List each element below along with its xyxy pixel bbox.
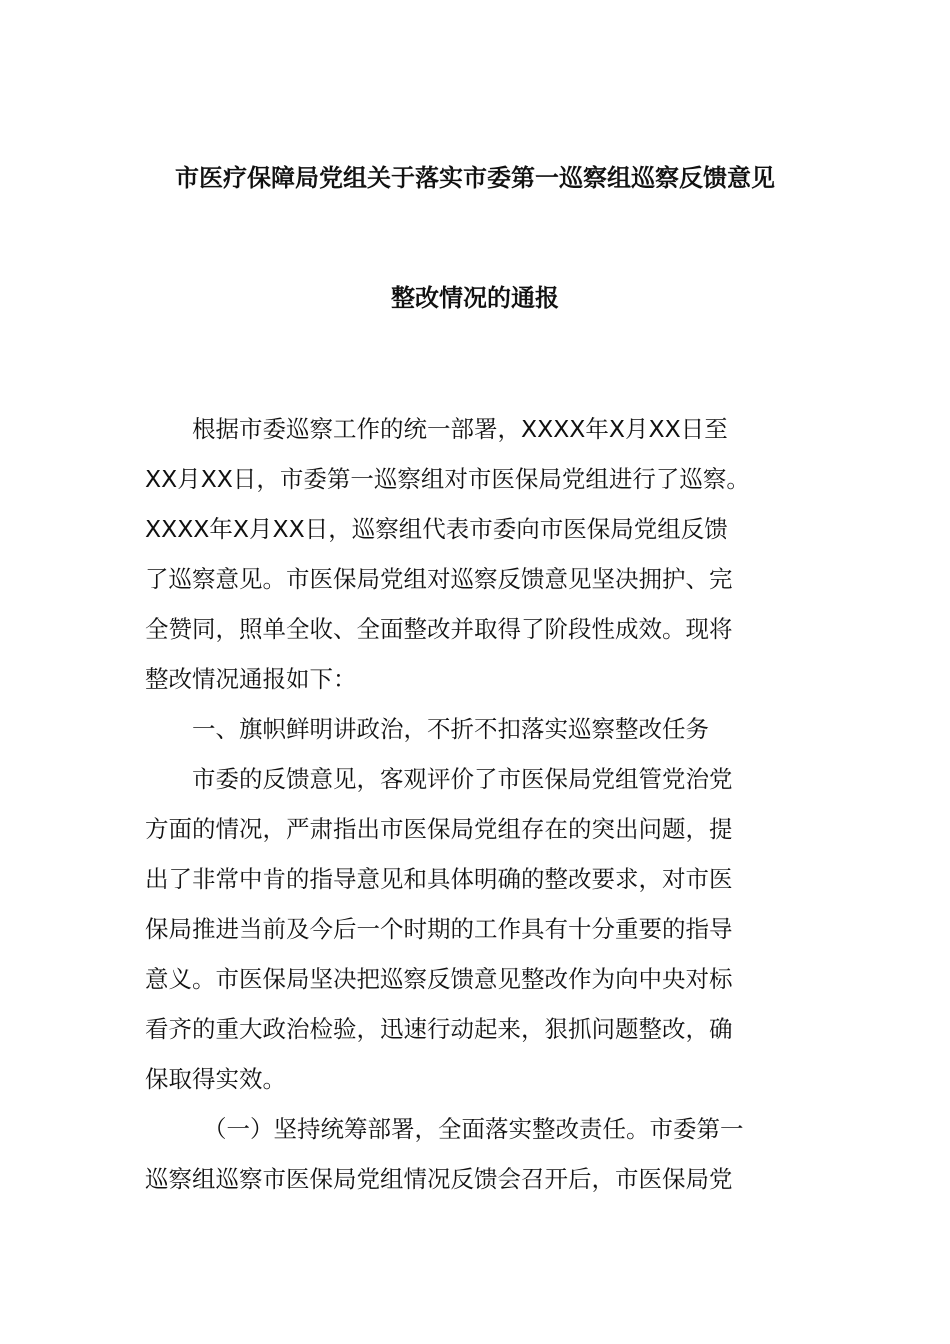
text-line: XXXX年X月XX日，巡察组代表市委向市医保局党组反馈 [145, 515, 728, 543]
text-line: （一）坚持统筹部署，全面落实整改责任。市委第一 [203, 1115, 744, 1143]
paragraph-feedback [145, 754, 825, 1104]
document-title-line-1: 市医疗保障局党组关于落实市委第一巡察组巡察反馈意见 [175, 164, 775, 192]
text-line: 巡察组巡察市医保局党组情况反馈会召开后，市医保局党 [145, 1165, 733, 1193]
text-line: 市委的反馈意见，客观评价了市医保局党组管党治党 [192, 765, 733, 793]
text-line: 根据市委巡察工作的统一部署，XXXX年X月XX日至 [192, 415, 728, 443]
section-heading-text: 一、旗帜鲜明讲政治，不折不扣落实巡察整改任务 [192, 715, 709, 743]
text-line: 整改情况通报如下： [145, 665, 357, 693]
text-line: 看齐的重大政治检验，迅速行动起来，狠抓问题整改，确 [145, 1015, 733, 1043]
text-line: 全赞同，照单全收、全面整改并取得了阶段性成效。现将 [145, 615, 733, 643]
text-line: 方面的情况，严肃指出市医保局党组存在的突出问题，提 [145, 815, 733, 843]
paragraph-intro [145, 404, 825, 704]
text-line: 意义。市医保局坚决把巡察反馈意见整改作为向中央对标 [145, 965, 733, 993]
document-body [145, 404, 825, 1204]
section-heading-1 [145, 704, 825, 754]
text-line: 保局推进当前及今后一个时期的工作具有十分重要的指导 [145, 915, 733, 943]
paragraph-subsection-1 [145, 1104, 825, 1204]
text-line: XX月XX日，市委第一巡察组对市医保局党组进行了巡察。 [145, 465, 750, 493]
text-line: 出了非常中肯的指导意见和具体明确的整改要求，对市医 [145, 865, 733, 893]
text-line: 保取得实效。 [145, 1065, 286, 1093]
document-title-line-2: 整改情况的通报 [391, 284, 559, 312]
text-line: 了巡察意见。市医保局党组对巡察反馈意见坚决拥护、完 [145, 565, 733, 593]
